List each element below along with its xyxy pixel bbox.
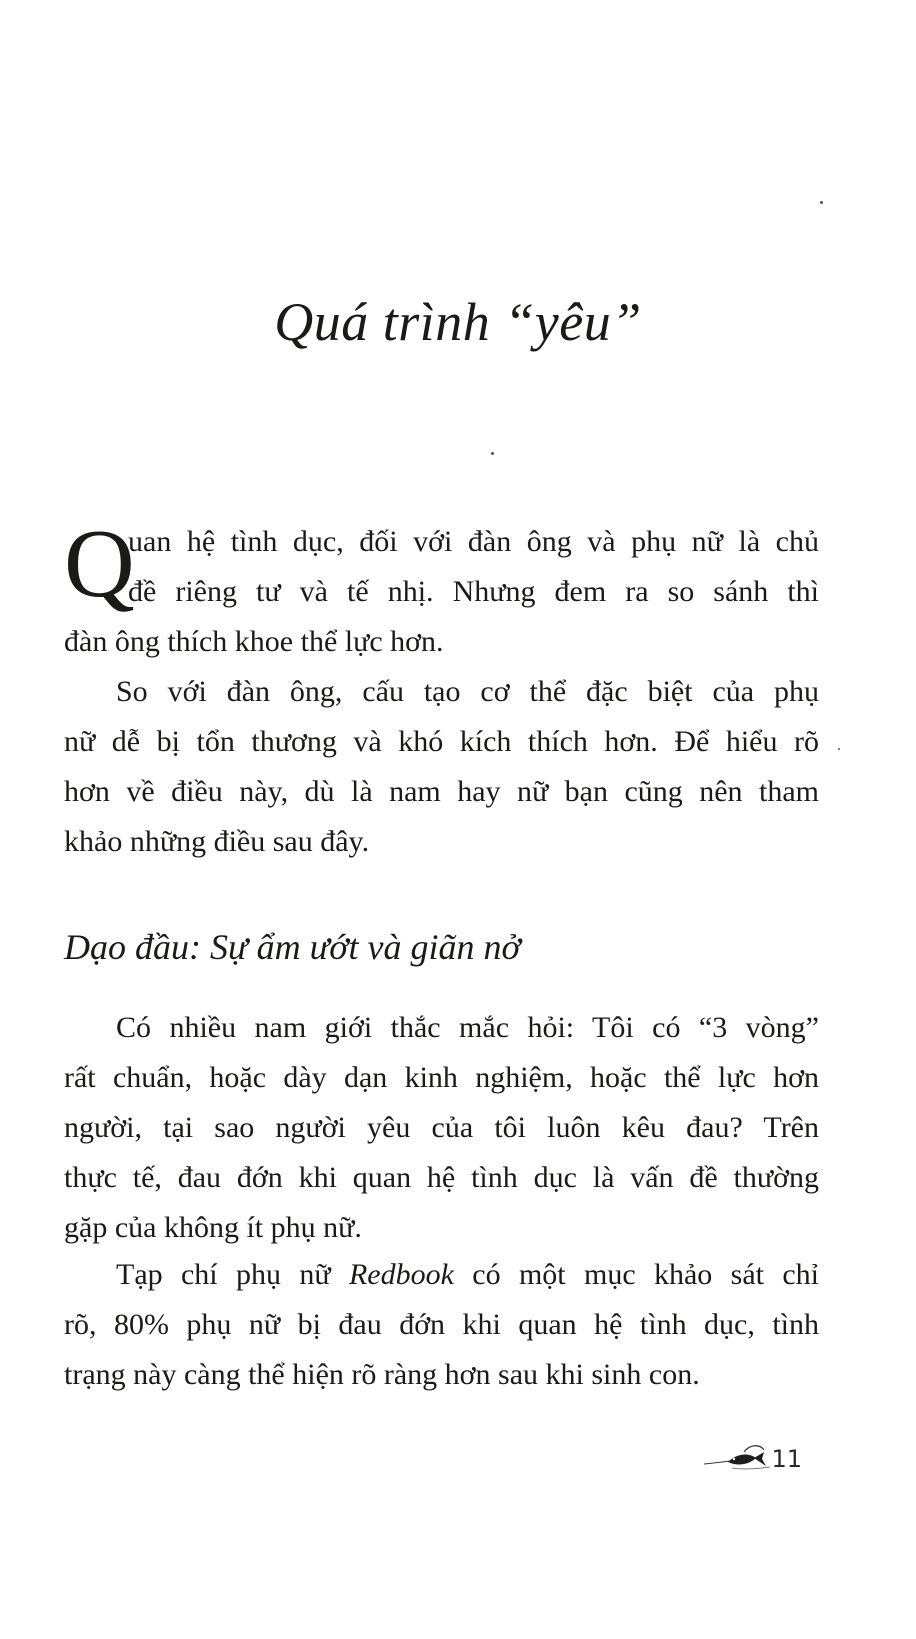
text-line: người, tại sao người yêu của tôi luôn kêu đau? Trên [64,1111,819,1144]
text-line: rất chuẩn, hoặc dày dạn kinh nghiệm, hoặc thể lực hơn [64,1061,819,1094]
text-line: Có nhiều nam giới thắc mắc hỏi: Tôi có “3 vòng” [116,1011,819,1044]
text-line: thực tế, đau đớn khi quan hệ tình dục là vấn đề thường [64,1161,819,1194]
intro-paragraph-1 [64,510,819,667]
text-line [64,1250,819,1300]
magazine-name: Redbook [348,1258,454,1291]
text-line: đàn ông thích khoe thể lực hơn. [64,625,444,658]
section-paragraph-1 [64,1003,819,1253]
fish-ornament-icon [700,1440,782,1474]
text-run: có một mục khảo sát chỉ [453,1258,819,1291]
text-line: So với đàn ông, cấu tạo cơ thể đặc biệt của phụ [116,675,819,708]
chapter-title: Quá trình “yêu” [274,292,642,352]
text-line: đề riêng tư và tế nhị. Nhưng đem ra so sánh thì [128,575,819,608]
print-speck [820,201,823,204]
section-heading: Dạo đầu: Sự ẩm ướt và giãn nở [64,927,521,967]
section-paragraph-2 [64,1250,819,1400]
text-line: trạng này càng thể hiện rõ ràng hơn sau khi sinh con. [64,1358,700,1391]
drop-cap: Q [64,510,135,618]
text-line: nữ dễ bị tổn thương và khó kích thích hơn. Để hiểu rõ [64,725,819,758]
text-line: gặp của không ít phụ nữ. [64,1211,362,1244]
text-line: rõ, 80% phụ nữ bị đau đớn khi quan hệ tình dục, tình [64,1308,819,1341]
text-line: uan hệ tình dục, đối với đàn ông và phụ nữ là chủ [128,525,819,558]
page-number: 11 [771,1445,802,1473]
text-run: Tạp chí phụ nữ [116,1258,349,1291]
text-line: khảo những điều sau đây. [64,825,370,858]
print-speck [491,452,494,455]
print-speck [838,748,840,750]
page-footer [700,1440,810,1480]
intro-paragraph-2 [64,667,819,867]
text-line: hơn về điều này, dù là nam hay nữ bạn cũng nên tham [64,775,819,808]
